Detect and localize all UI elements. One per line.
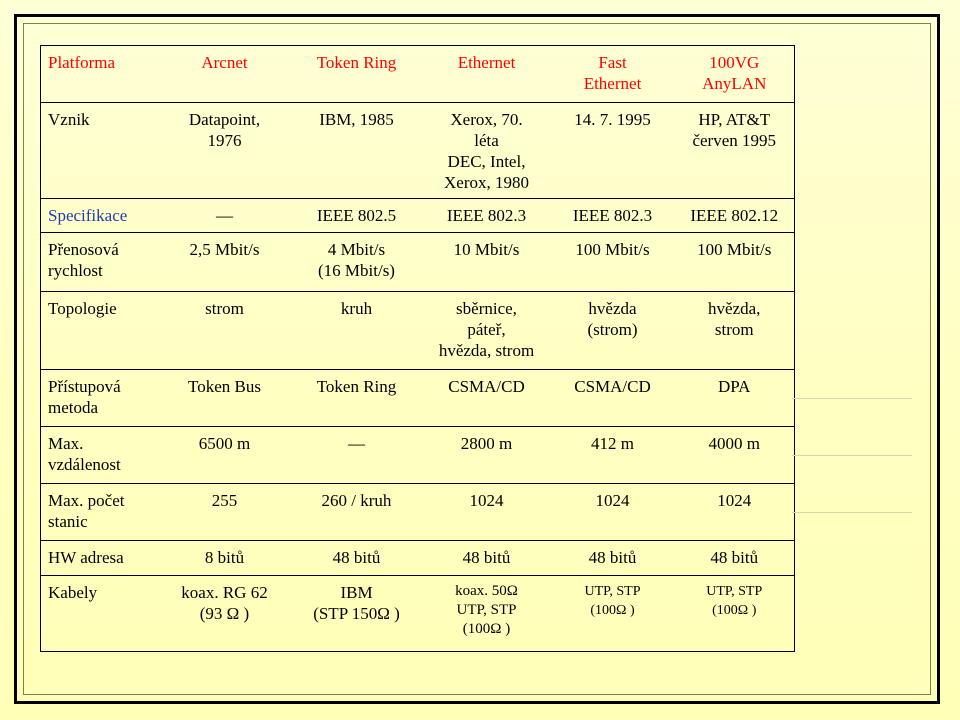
row-label-rychlost: Přenosová rychlost (41, 233, 159, 292)
cell-vzdalenost-100vg-anylan: 4000 m (675, 426, 795, 483)
cell-metoda-arcnet: Token Bus (159, 369, 291, 426)
cell-vznik-token-ring: IBM, 1985 (291, 103, 423, 199)
table-row-rychlost (41, 233, 795, 292)
cell-vznik-fast-ethernet: 14. 7. 1995 (551, 103, 675, 199)
cell-kabely-ethernet: koax. 50Ω UTP, STP (100Ω ) (423, 575, 551, 651)
table-row-hw-adresa (41, 540, 795, 575)
cell-topologie-100vg-anylan: hvězda, strom (675, 292, 795, 369)
cell-kabely-token-ring: IBM (STP 150Ω ) (291, 575, 423, 651)
table-row-vznik (41, 103, 795, 199)
faint-divider (792, 512, 912, 513)
cell-topologie-ethernet: sběrnice, páteř, hvězda, strom (423, 292, 551, 369)
cell-stanic-token-ring: 260 / kruh (291, 483, 423, 540)
header-fast-ethernet: Fast Ethernet (551, 46, 675, 103)
cell-kabely-100vg-anylan: UTP, STP (100Ω ) (675, 575, 795, 651)
row-label-stanic: Max. počet stanic (41, 483, 159, 540)
cell-vzdalenost-ethernet: 2800 m (423, 426, 551, 483)
faint-divider (792, 455, 912, 456)
row-label-hw-adresa: HW adresa (41, 540, 159, 575)
cell-specifikace-ethernet: IEEE 802.3 (423, 198, 551, 233)
cell-hw-adresa-arcnet: 8 bitů (159, 540, 291, 575)
cell-vznik-arcnet: Datapoint, 1976 (159, 103, 291, 199)
cell-specifikace-100vg-anylan: IEEE 802.12 (675, 198, 795, 233)
row-label-vznik: Vznik (41, 103, 159, 199)
row-label-metoda: Přístupová metoda (41, 369, 159, 426)
cell-metoda-fast-ethernet: CSMA/CD (551, 369, 675, 426)
row-label-specifikace: Specifikace (41, 198, 159, 233)
cell-metoda-100vg-anylan: DPA (675, 369, 795, 426)
comparison-table (40, 45, 795, 652)
header-platform: Platforma (41, 46, 159, 103)
cell-topologie-arcnet: strom (159, 292, 291, 369)
cell-rychlost-ethernet: 10 Mbit/s (423, 233, 551, 292)
table-row-kabely (41, 575, 795, 651)
table-row-metoda (41, 369, 795, 426)
header-token-ring: Token Ring (291, 46, 423, 103)
cell-hw-adresa-100vg-anylan: 48 bitů (675, 540, 795, 575)
cell-metoda-ethernet: CSMA/CD (423, 369, 551, 426)
faint-divider (792, 398, 912, 399)
cell-kabely-fast-ethernet: UTP, STP (100Ω ) (551, 575, 675, 651)
table-row-stanic (41, 483, 795, 540)
cell-vzdalenost-arcnet: 6500 m (159, 426, 291, 483)
cell-vzdalenost-token-ring: — (291, 426, 423, 483)
cell-vzdalenost-fast-ethernet: 412 m (551, 426, 675, 483)
cell-hw-adresa-ethernet: 48 bitů (423, 540, 551, 575)
table-header-row (41, 46, 795, 103)
cell-rychlost-fast-ethernet: 100 Mbit/s (551, 233, 675, 292)
cell-stanic-ethernet: 1024 (423, 483, 551, 540)
cell-topologie-token-ring: kruh (291, 292, 423, 369)
cell-rychlost-token-ring: 4 Mbit/s (16 Mbit/s) (291, 233, 423, 292)
cell-kabely-arcnet: koax. RG 62 (93 Ω ) (159, 575, 291, 651)
cell-vznik-ethernet: Xerox, 70. léta DEC, Intel, Xerox, 1980 (423, 103, 551, 199)
cell-stanic-arcnet: 255 (159, 483, 291, 540)
cell-stanic-fast-ethernet: 1024 (551, 483, 675, 540)
cell-rychlost-arcnet: 2,5 Mbit/s (159, 233, 291, 292)
table-row-topologie (41, 292, 795, 369)
cell-vznik-100vg-anylan: HP, AT&T červen 1995 (675, 103, 795, 199)
header-ethernet: Ethernet (423, 46, 551, 103)
row-label-kabely: Kabely (41, 575, 159, 651)
row-label-vzdalenost: Max. vzdálenost (41, 426, 159, 483)
cell-topologie-fast-ethernet: hvězda (strom) (551, 292, 675, 369)
cell-specifikace-fast-ethernet: IEEE 802.3 (551, 198, 675, 233)
cell-metoda-token-ring: Token Ring (291, 369, 423, 426)
cell-specifikace-arcnet: — (159, 198, 291, 233)
table-row-specifikace (41, 198, 795, 233)
header-100vg-anylan: 100VG AnyLAN (675, 46, 795, 103)
cell-hw-adresa-fast-ethernet: 48 bitů (551, 540, 675, 575)
cell-specifikace-token-ring: IEEE 802.5 (291, 198, 423, 233)
cell-hw-adresa-token-ring: 48 bitů (291, 540, 423, 575)
cell-stanic-100vg-anylan: 1024 (675, 483, 795, 540)
row-label-topologie: Topologie (41, 292, 159, 369)
table-row-vzdalenost (41, 426, 795, 483)
cell-rychlost-100vg-anylan: 100 Mbit/s (675, 233, 795, 292)
header-arcnet: Arcnet (159, 46, 291, 103)
